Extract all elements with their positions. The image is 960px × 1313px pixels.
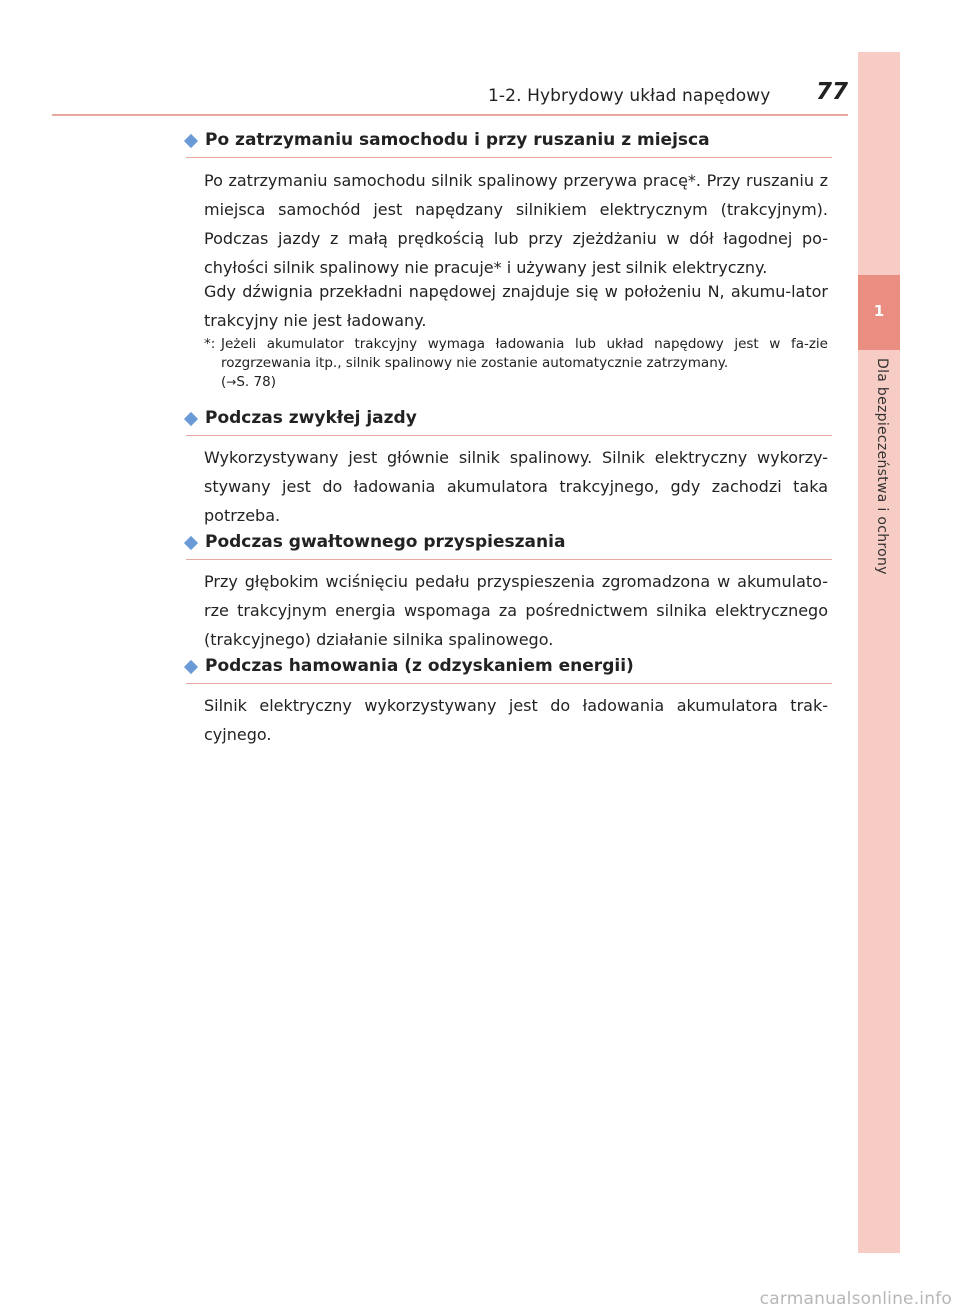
section-heading (186, 654, 832, 684)
heading-divider (186, 157, 832, 158)
heading-divider (186, 435, 832, 436)
header-divider (52, 114, 848, 116)
diamond-bullet-icon (184, 660, 198, 674)
diamond-bullet-icon (184, 134, 198, 148)
section-title: Podczas gwałtownego przyspieszania (205, 532, 566, 552)
section-header: 1-2. Hybrydowy układ napędowy (488, 86, 771, 106)
section-heading (186, 530, 832, 560)
page-reference-link[interactable]: S. 78 (236, 374, 271, 390)
section-heading (186, 128, 832, 158)
footnote-text: Jeżeli akumulator trakcyjny wymaga ładowania lub układ napędowy jest w fa-zie rozgrzewania itp., silnik spalinowy nie zostanie automatycznie zatrzymany. (221, 336, 828, 371)
section-title: Po zatrzymaniu samochodu i przy ruszaniu z miejsca (205, 130, 710, 150)
paragraph: Gdy dźwignia przekładni napędowej znajduje się w położeniu N, akumu-lator trakcyjny nie jest ładowany. (204, 282, 828, 330)
arrow-right-icon: → (226, 375, 237, 389)
paragraph: Po zatrzymaniu samochodu silnik spalinowy przerywa pracę*. Przy ruszaniu z miejsca samochód jest napędzany silnikiem elektrycznym (trakcyjnym). Podczas jazdy z małą prędkością lub przy zjeżdżaniu w dół łagodnej po-chyłości silnik spalinowy nie pracuje* i używany jest silnik elektryczny. (204, 171, 828, 277)
footnote-marker: *: (204, 336, 216, 352)
paragraph: Przy głębokim wciśnięciu pedału przyspieszenia zgromadzona w akumulato-rze trakcyjnym energia wspomaga za pośrednictwem silnika elektrycznego (trakcyjnego) działanie silnika spalinowego. (204, 572, 828, 649)
section-heading (186, 406, 832, 436)
footnote: *: Jeżeli akumulator trakcyjny wymaga ładowania lub układ napędowy jest w fa-zie rozgrzewania itp., silnik spalinowy nie zostanie automatycznie zatrzymany. (→S. 78) (204, 336, 828, 390)
chapter-title: Dla bezpieczeństwa i ochrony (874, 358, 890, 575)
chapter-side-tab (858, 52, 900, 1253)
paragraph: Wykorzystywany jest głównie silnik spalinowy. Silnik elektryczny wykorzy-stywany jest do ładowania akumulatora trakcyjnego, gdy zachodzi taka potrzeba. (204, 448, 828, 525)
page-number: 77 (816, 79, 849, 105)
section-title: Podczas hamowania (z odzyskaniem energii) (205, 656, 634, 676)
diamond-bullet-icon (184, 536, 198, 550)
heading-divider (186, 559, 832, 560)
watermark: carmanualsonline.info (759, 1289, 952, 1309)
paragraph: Silnik elektryczny wykorzystywany jest do ładowania akumulatora trak-cyjnego. (204, 696, 828, 744)
heading-divider (186, 683, 832, 684)
section-title: Podczas zwykłej jazdy (205, 408, 417, 428)
chapter-number: 1 (873, 302, 885, 320)
diamond-bullet-icon (184, 412, 198, 426)
